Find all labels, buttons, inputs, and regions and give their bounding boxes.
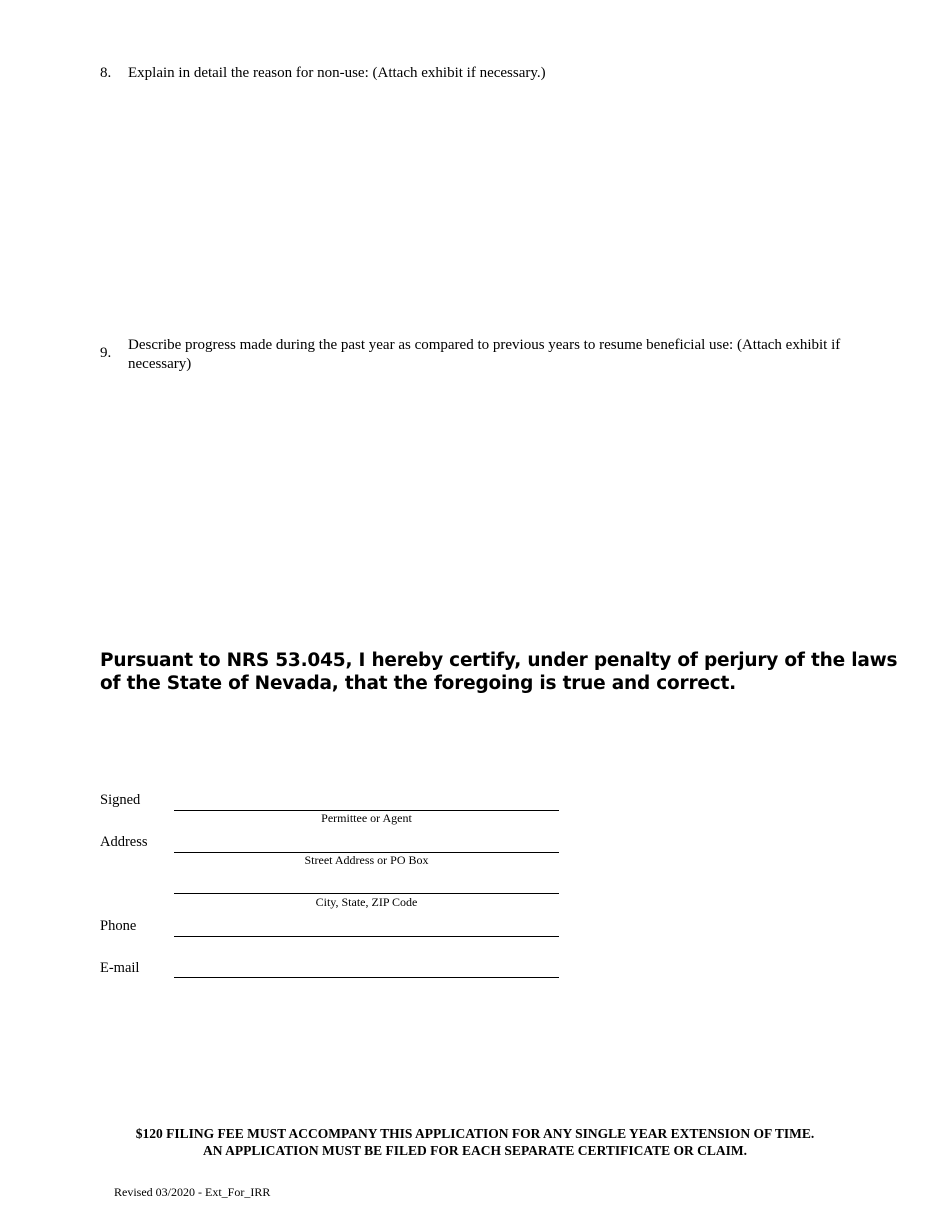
fee-notice-line-2: AN APPLICATION MUST BE FILED FOR EACH SEPARATE CERTIFICATE OR CLAIM. <box>203 1143 747 1158</box>
question-9-text: Describe progress made during the past year as compared to previous years to resume beneficial use: (Attach exhibit if necessary) <box>128 337 841 372</box>
certification-statement: Pursuant to NRS 53.045, I hereby certify, under penalty of perjury of the laws of the State of Nevada, that the foregoing is true and correct. <box>100 650 898 694</box>
city-line[interactable] <box>174 893 559 894</box>
signed-caption: Permittee or Agent <box>321 811 412 825</box>
question-8-text: Explain in detail the reason for non-use: (Attach exhibit if necessary.) <box>128 65 546 81</box>
email-line[interactable] <box>174 977 559 978</box>
question-9-number: 9. <box>100 345 112 361</box>
city-caption: City, State, ZIP Code <box>315 895 418 909</box>
revision-note: Revised 03/2020 - Ext_For_IRR <box>114 1185 271 1199</box>
question-9-answer-area[interactable] <box>128 380 888 630</box>
signed-label: Signed <box>100 792 141 808</box>
address-label: Address <box>100 834 148 850</box>
address-caption: Street Address or PO Box <box>304 853 429 867</box>
email-label: E-mail <box>100 960 140 976</box>
question-8-number: 8. <box>100 65 112 81</box>
phone-line[interactable] <box>174 936 559 937</box>
fee-notice-line-1: $120 FILING FEE MUST ACCOMPANY THIS APPLICATION FOR ANY SINGLE YEAR EXTENSION OF TIME. <box>135 1126 815 1141</box>
question-8-answer-area[interactable] <box>128 92 888 322</box>
phone-label: Phone <box>100 918 137 934</box>
